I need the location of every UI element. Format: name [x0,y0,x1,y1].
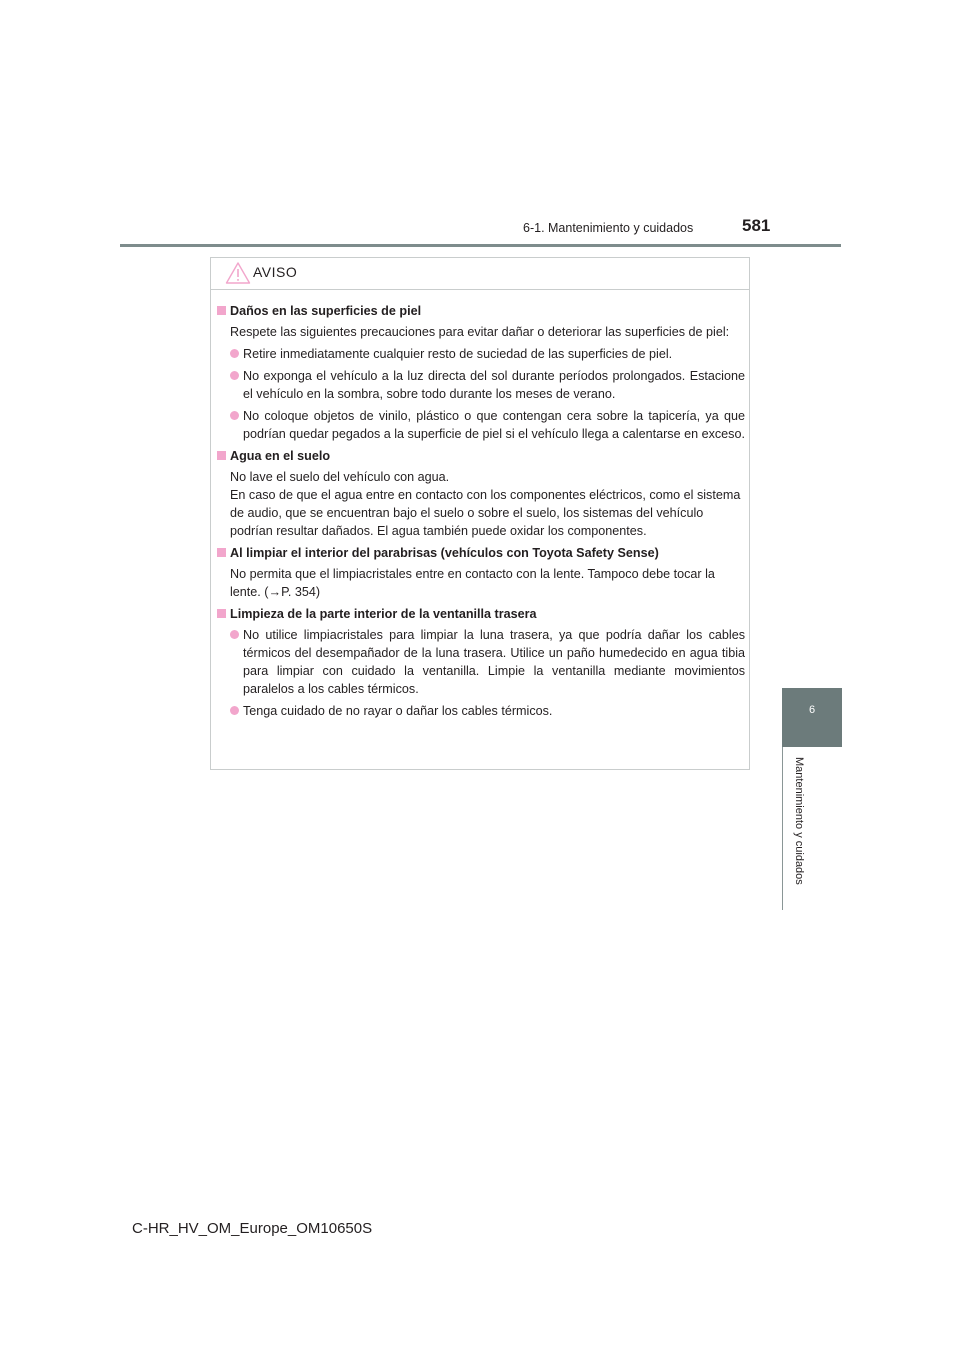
header-divider [120,244,841,247]
chapter-tab-label: Mantenimiento y cuidados [793,757,805,885]
page-number: 581 [742,216,771,235]
section-paragraph: No lave el suelo del vehículo con agua. [230,470,450,484]
square-bullet-icon [217,306,226,315]
circle-bullet-icon [230,706,239,715]
section-paragraph: Respete las siguientes precauciones para evitar dañar o deteriorar las superficies de piel: [230,325,730,339]
chapter-tab-number: 6 [808,704,816,716]
warning-body [217,302,745,724]
list-item: Retire inmediatamente cualquier resto de suciedad de las superficies de piel. [217,345,745,363]
section-heading: Daños en las superficies de piel [217,302,745,320]
circle-bullet-icon [230,411,239,420]
circle-bullet-icon [230,349,239,358]
square-bullet-icon [217,609,226,618]
warning-triangle-icon [225,261,251,285]
list-item: No coloque objetos de vinilo, plástico o que contengan cera sobre la tapicería, ya que podrían quedar pegados a la superficie de piel si el vehículo llega a calentarse en exceso. [217,407,745,443]
section-paragraph: En caso de que el agua entre en contacto con los componentes eléctricos, como el sistema de audio, que se encuentran bajo el suelo o sobre el suelo, los sistemas del vehículo podrían resultar dañados. El agua también puede oxidar los componentes. [230,488,741,538]
warning-title: AVISO [253,264,298,280]
square-bullet-icon [217,548,226,557]
square-bullet-icon [217,451,226,460]
document-code: C-HR_HV_OM_Europe_OM10650S [132,1220,373,1237]
circle-bullet-icon [230,630,239,639]
list-item: No exponga el vehículo a la luz directa del sol durante períodos prolongados. Estacione el vehículo en la sombra, sobre todo durante los meses de verano. [217,367,745,403]
list-item: No utilice limpiacristales para limpiar la luna trasera, ya que podría dañar los cables térmicos del desempañador de la luna trasera. Utilice un paño humedecido en agua tibia para limpiar con cuidado la ventanilla. Limpie la ventanilla mediante movimientos paralelos a los cables térmicos. [217,626,745,698]
list-item: Tenga cuidado de no rayar o dañar los cables térmicos. [217,702,745,720]
chapter-tab [782,688,842,747]
section-heading: Limpieza de la parte interior de la ventanilla trasera [217,605,745,623]
circle-bullet-icon [230,371,239,380]
chapter-tab-divider [782,747,783,910]
section-heading: Agua en el suelo [217,447,745,465]
header-section-title: 6-1. Mantenimiento y cuidados [523,221,694,235]
section-paragraph: No permita que el limpiacristales entre en contacto con la lente. Tampoco debe tocar la lente. (→P. 354) [230,567,715,599]
warning-box [210,257,750,770]
warning-header [211,258,749,290]
section-heading: Al limpiar el interior del parabrisas (vehículos con Toyota Safety Sense) [217,544,745,562]
